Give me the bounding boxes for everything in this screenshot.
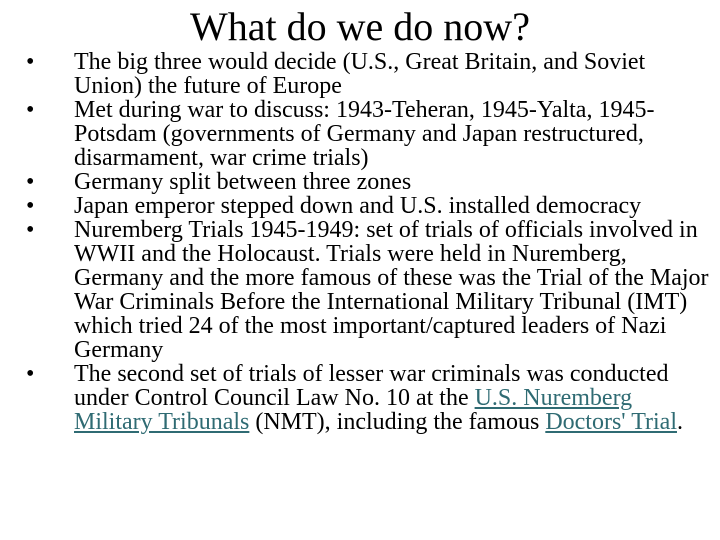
bullet-text: The second set of trials of lesser war criminals was conducted under Control Council Law No. 10 at the [74,361,669,411]
bullet-dot-icon: • [26,217,35,243]
nuremberg-military-tribunals-link[interactable]: U.S. Nuremberg Military Tribunals [74,385,633,435]
bullet-item [26,50,716,98]
bullet-text: . [676,409,683,435]
bullet-dot-icon: • [26,193,35,219]
bullet-dot-icon: • [26,97,35,123]
slide-title: What do we do now? [190,4,530,49]
doctors-trial-link[interactable]: Doctors' Trial [545,409,677,435]
bullet-text: Met during war to discuss: 1943-Teheran, 1945-Yalta, 1945-Potsdam (governments of Germany and Japan restructured, disarmament, war crime trials) [74,97,655,171]
bullet-text: (NMT), including the famous [249,409,546,435]
bullet-item [26,170,716,194]
bullet-text: Nuremberg Trials 1945-1949: set of trials of officials involved in WWII and the Holocaust. Trials were held in Nuremberg, Germany and the more famous of these was the Trial of the Major War Criminals Before the International Military Tribunal (IMT) which tried 24 of the most important/captured leaders of Nazi Germany [74,217,709,363]
bullet-text: Germany split between three zones [74,169,412,195]
bullet-dot-icon: • [26,361,35,387]
bullet-text: The big three would decide (U.S., Great Britain, and Soviet Union) the future of Europe [74,49,646,99]
bullet-dot-icon: • [26,169,35,195]
bullet-item [26,194,716,218]
bullet-item [26,362,716,434]
bullet-item [26,98,716,170]
bullet-dot-icon: • [26,49,35,75]
bullet-list [26,50,716,434]
bullet-text: Japan emperor stepped down and U.S. installed democracy [74,193,642,219]
bullet-item [26,218,716,362]
